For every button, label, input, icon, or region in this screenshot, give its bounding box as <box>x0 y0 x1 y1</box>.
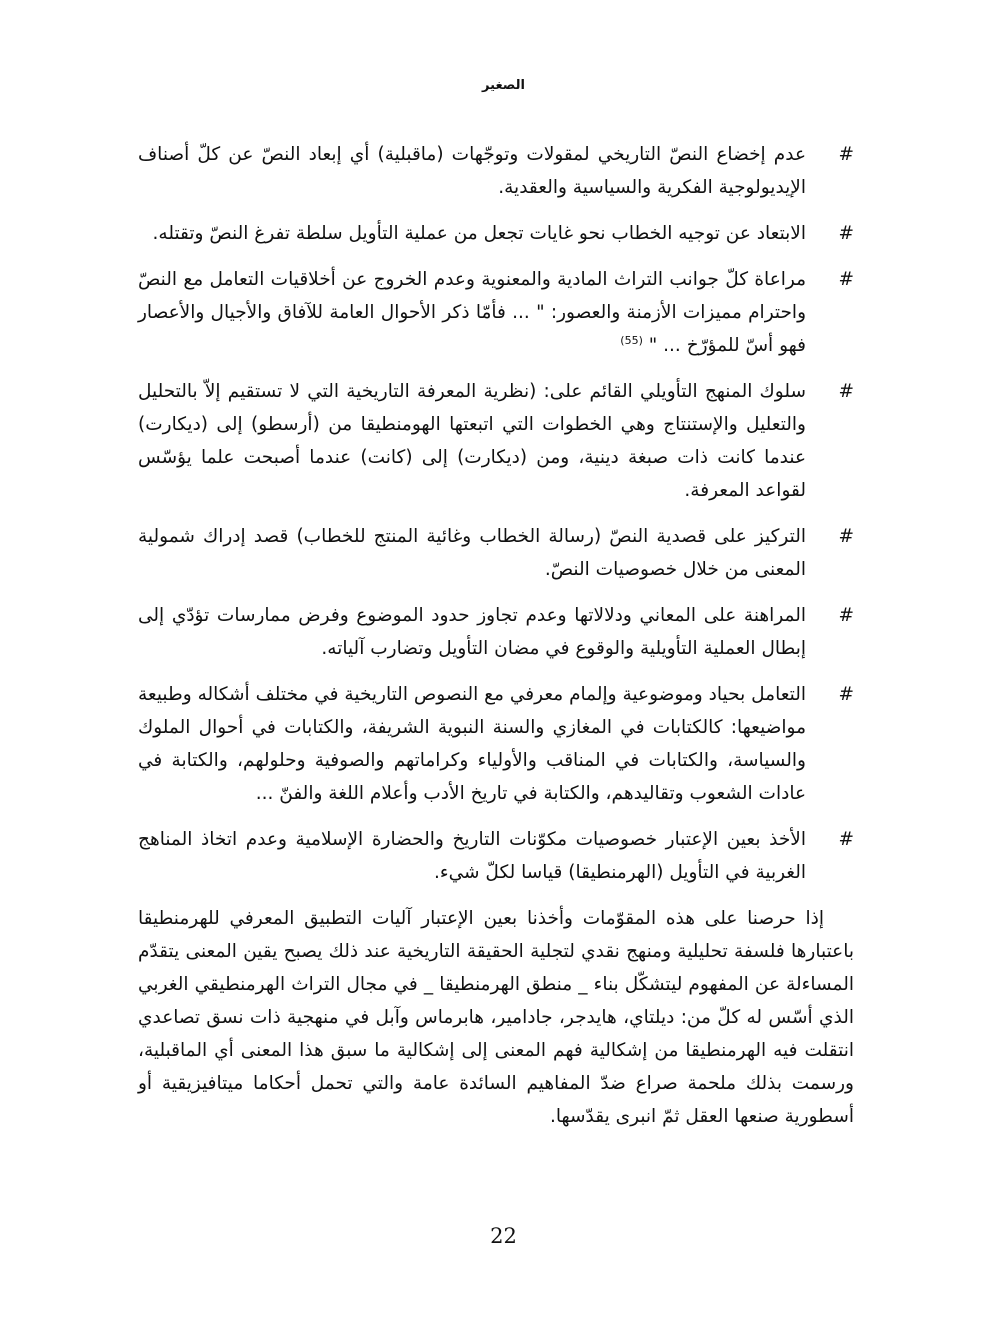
hash-bullet-icon: # <box>838 144 854 165</box>
page-body <box>138 138 854 1152</box>
bullet-text: سلوك المنهج التأويلي القائم على: (نظرية المعرفة التاريخية التي لا تستقيم إلاّ بالتحليل والتعليل والإستنتاج وهي الخطوات التي اتبعتها الهومنطيقا من (أرسطو) إلى (ديكارت) عندما كانت ذات صبغة دينية، ومن (ديكارت) إلى (كانت) عندما أصبحت علما يؤسّس لقواعد المعرفة. <box>138 381 806 501</box>
page-number: 22 <box>490 1224 517 1248</box>
bullet-text: الابتعاد عن توجيه الخطاب نحو غايات تجعل من عملية التأويل سلطة تفرغ النصّ وتقتله. <box>152 223 806 244</box>
bullet-text: عدم إخضاع النصّ التاريخي لمقولات وتوجّهات (ماقبلية) أي إبعاد النصّ عن كلّ أصناف الإيديولوجية الفكرية والسياسية والعقدية. <box>138 144 806 198</box>
bullet-text: المراهنة على المعاني ودلالاتها وعدم تجاوز حدود الموضوع وفرض ممارسات تؤدّي إلى إبطال العملية التأويلية والوقوع في مضان التأويل وتضارب آلياته. <box>138 605 806 659</box>
hash-bullet-icon: # <box>838 605 854 626</box>
hash-bullet-icon: # <box>838 829 854 850</box>
bullet-text: التركيز على قصدية النصّ (رسالة الخطاب وغائية المنتج للخطاب) قصد إدراك شمولية المعنى من خلال خصوصيات النصّ. <box>138 526 806 580</box>
hash-bullet-icon: # <box>838 223 854 244</box>
bullet-text: التعامل بحياد وموضوعية وإلمام معرفي مع النصوص التاريخية في مختلف أشكاله وطبيعة مواضيعها: كالكتابات في المغازي والسنة النبوية الشريفة، والكتابات في أحوال الملوك والسياسة، والكتابات في المناقب والأولياء وكراماتهم والصوفية وحلولهم، والكتابة في عادات الشعوب وتقاليدهم، والكتابة في تاريخ الأدب وأعلام اللغة والفنّ ... <box>138 684 806 804</box>
bullet-item <box>138 678 854 810</box>
bullet-item <box>138 375 854 507</box>
bullet-item <box>138 823 854 889</box>
bullet-item <box>138 520 854 586</box>
hash-bullet-icon: # <box>838 684 854 705</box>
running-header: الصغير <box>482 78 525 93</box>
hash-bullet-icon: # <box>838 381 854 402</box>
body-paragraph: إذا حرصنا على هذه المقوّمات وأخذنا بعين الإعتبار آليات التطبيق المعرفي للهرمنطيقا باعتبارها فلسفة تحليلية ومنهج نقدي لتجلية الحقيقة التاريخية عند ذلك يصبح يقين المعنى يتقدّم المساءلة عن المفهوم ليتشكّل بناء _ منطق الهرمنطيقا _ في مجال التراث الهرمنطيقي الغربي الذي أسّس له كلّ من: ديلتاي، هايدجر، جادامير، هابرماس وآبل في منهجية ذات نسق تصاعدي انتقلت فيه الهرمنطيقا من إشكالية فهم المعنى إلى إشكالية ما سبق هذا المعنى أي الماقبلية، ورسمت بذلك ملحمة صراع ضدّ المفاهيم السائدة عامة والتي تحمل أحكاما ميتافيزيقية أو أسطورية صنعها العقل ثمّ انبرى يقدّسها. <box>138 908 854 1127</box>
hash-bullet-icon: # <box>838 269 854 290</box>
bullet-text: مراعاة كلّ جوانب التراث المادية والمعنوية وعدم الخروج عن أخلاقيات التعامل مع النصّ واحترام مميزات الأزمنة والعصور: " ... فأمّا ذكر الأحوال العامة للآفاق والأجيال والأعصار فهو أسّ للمؤرّخ ... " <box>138 269 806 356</box>
hash-bullet-icon: # <box>838 526 854 547</box>
bullet-item <box>138 263 854 362</box>
bullet-item <box>138 217 854 250</box>
bullet-item <box>138 138 854 204</box>
bullet-item <box>138 599 854 665</box>
bullet-text: الأخذ بعين الإعتبار خصوصيات مكوّنات التاريخ والحضارة الإسلامية وعدم اتخاذ المناهج الغربية في التأويل (الهرمنطيقا) قياسا لكلّ شيء. <box>138 829 806 883</box>
footnote-reference: (55) <box>620 333 643 347</box>
